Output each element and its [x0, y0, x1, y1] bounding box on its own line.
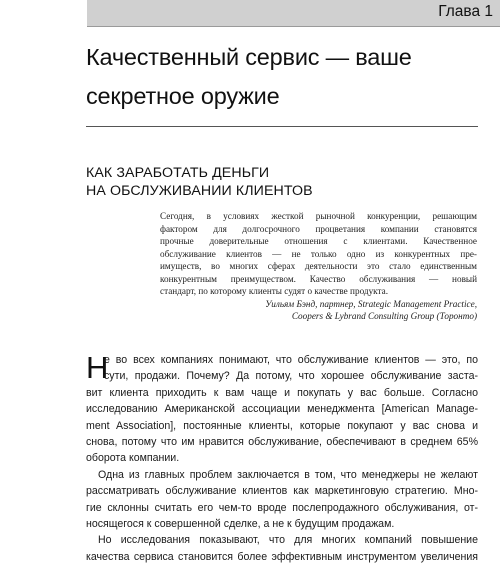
- body-line: носящегося к совершенной сделке, а не к будущим продажам.: [86, 517, 395, 530]
- epigraph-line: конкурентным преимуществом. Качество обслуживания — новый: [160, 273, 477, 284]
- epigraph-line: обслуживание клиентов — не только одно из конкурентных пре-: [160, 248, 477, 259]
- body-line: е во всех компаниях понимают, что обслуживание клиентов — это, по: [104, 354, 478, 366]
- body-line: Одна из главных проблем заключается в том, что менеджеры не желают: [98, 468, 478, 481]
- epigraph-line: стандарт, по которому клиенты судят о качестве продукта.: [160, 286, 389, 296]
- body-line: рассматривать обслуживание клиентов как маркетинговую стратегию. Мно-: [86, 485, 478, 498]
- section-heading-line-2: НА ОБСЛУЖИВАНИИ КЛИЕНТОВ: [86, 182, 313, 199]
- body-line: гие склонны считать его чем-то вроде послепродажного обслуживания, от-: [86, 501, 478, 514]
- section-heading: [86, 165, 486, 200]
- body-line: снова, потому что им нравится обслуживание, обеспечивают в среднем 65%: [86, 435, 478, 448]
- title-rule: [86, 126, 478, 127]
- chapter-title: [86, 38, 486, 116]
- epigraph-line: прочные доверительные отношения с клиентами. Качественное: [160, 236, 477, 246]
- chapter-header-bar: [87, 0, 500, 27]
- chapter-title-line-1: Качественный сервис — ваше: [86, 44, 412, 70]
- body-line: оборота компании.: [86, 452, 180, 465]
- drop-cap: Н: [86, 350, 109, 385]
- epigraph-attribution-line-1: [160, 298, 477, 311]
- body-line: сути, продажи. Почему? Да потому, что хорошее обслуживание заста-: [104, 370, 478, 383]
- epigraph-attribution-text: Уильям Бэнд, партнер, Strategic Management Practice,: [265, 298, 477, 309]
- body-line: ment Association], постоянные клиенты, которые покупают у вас снова и: [86, 419, 478, 432]
- chapter-title-line-2: секретное оружие: [86, 83, 280, 109]
- body-line: Но исследования показывают, что для многих компаний повышение: [98, 534, 478, 547]
- epigraph: [160, 210, 477, 323]
- body-line: вит клиента приходить к вам чаще и покупать у вас больше. Согласно: [86, 386, 478, 399]
- epigraph-line: имуществ, во многих сферах деятельности это стало единственным: [160, 261, 477, 271]
- epigraph-line: фактором для долгосрочного процветания компании становятся: [160, 223, 477, 234]
- epigraph-attribution-text: Coopers & Lybrand Consulting Group (Торонто): [291, 311, 477, 321]
- section-heading-line-1: КАК ЗАРАБОТАТЬ ДЕНЬГИ: [86, 165, 270, 181]
- body-line: исследованию Американской ассоциации менеджмента [American Manage-: [86, 403, 478, 416]
- epigraph-attribution-line-2: [160, 310, 477, 323]
- body-text: [86, 352, 478, 565]
- epigraph-line: Сегодня, в условиях жесткой рыночной конкуренции, решающим: [160, 211, 477, 221]
- body-line: качества сервиса становится более эффективным инструментом увеличения: [86, 550, 478, 563]
- chapter-label: Глава 1: [438, 3, 493, 20]
